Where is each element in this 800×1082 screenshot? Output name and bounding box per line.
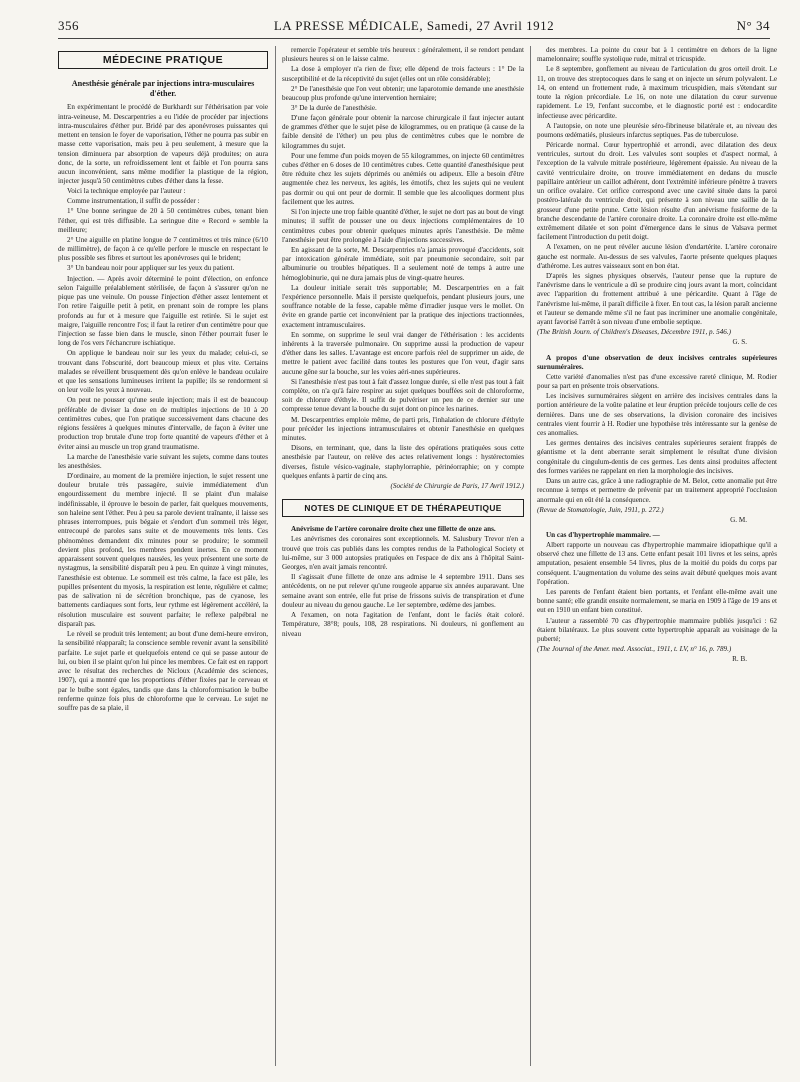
article-title: Anesthésie générale par injections intra-musculaires d'éther. — [71, 79, 255, 99]
paragraph: En somme, on supprime le seul vrai danger de l'éthérisation : les accidents inhérents à la traversée pulmonaire. On supprime aussi la production de vapeur d'éther dans les salles. L'avantage est encore parfois réel de supprimer un aide, de mettre le patient avec facilité dans toutes les postures que l'on veut, d'agir sans aucune gêne sur la bouche, sur les voies aéri-nnes supérieures. — [282, 330, 524, 376]
paragraph: D'une façon générale pour obtenir la narcose chirurgicale il faut injecter autant de grammes d'éther que le sujet pèse de kilogrammes, ou en pratique (à cause de la faible densité de l'éther) un peu plus de centimètres cubes que le nombre de kilogrammes du sujet. — [282, 113, 524, 150]
paragraph: La marche de l'anesthésie varie suivant les sujets, comme dans toutes les anesthésies. — [58, 452, 268, 470]
article-body-continued — [537, 46, 777, 327]
column-1 — [58, 46, 268, 1066]
paragraph: Les parents de l'enfant étaient bien portants, et l'enfant elle-même avait une bonne santé; elle grandit ensuite normalement, se maria en 1909 à l'âge de 19 ans et eut en 1910 un enfant bien constitué. — [537, 587, 777, 615]
section-heading: MÉDECINE PRATIQUE — [58, 51, 268, 69]
paragraph: Si l'anesthésie n'est pas tout à fait d'assez longue durée, si elle n'est pas tout à fait complète, on n'a qu'à faire respirer au sujet quelques bouffées soit de chloroforme, soit de chlorure d'éthyle. Il suffit de pulvériser un peu de ce dernier sur une compresse tenue devant la bouche du sujet dont on pince les narines. — [282, 377, 524, 414]
paragraph: des membres. La pointe du cœur bat à 1 centimètre en dehors de la ligne mamelonnaire; souffle systolique rude, mitral et tricuspide. — [537, 46, 777, 64]
paragraph: Albert rapporte un nouveau cas d'hypertrophie mammaire idiopathique qu'il a observé chez une fillette de 13 ans. Cette enfant pesait 101 livres et les seins, après amputation, pesaient ensemble 54 livres, plus de la moitié du poids du corps par conséquent. L'augmentation du volume des seins avait débuté quelques mois avant l'opération. — [537, 540, 777, 586]
column-2 — [282, 46, 524, 1066]
notes-article-body — [282, 535, 524, 638]
paragraph: 2° Une aiguille en platine longue de 7 centimètres et très mince (6/10 de millimètre), de façon à ce qu'elle perfore le muscle en respectant le plus possible ses fibres et surtout les aponévroses qui le brident; — [58, 235, 268, 263]
paragraph: On applique le bandeau noir sur les yeux du malade; celui-ci, se trouvant dans l'obscurité, dort beaucoup mieux et plus vite. Certains malades se réveillent brusquement dès qu'on enlève le bandeau oculaire et que les sensations lumineuses irritent la pupille; ils se rendorment si on leur voile les yeux à nouveau. — [58, 349, 268, 395]
header-rule — [58, 38, 770, 39]
column-divider — [275, 46, 276, 1066]
paragraph: Le 8 septembre, gonflement au niveau de l'articulation du gros orteil droit. Le 11, on trouve des streptocoques dans le sang et on injecte un sérum polyvalent. Le 14, on entend un frottement rude, à maximum tricuspidien, mais s'étendant sur toute la région précordiale. Le 16, on note une dilatation du cœur survenue rapidement. Le 19, l'enfant succombe, et le diagnostic porté est : endocardite infectieuse avec péricardite. — [537, 65, 777, 120]
issue-number: N° 34 — [736, 18, 770, 33]
paragraph: Les anévrismes des coronaires sont exceptionnels. M. Salusbury Trevor n'en a trouvé que trois cas publiés dans les comptes rendus de la Pathological Society et lui-même, sur 3 000 autopsies pratiquées en l'espace de dix ans à l'hôpital Saint-Georges, n'en avait jamais rencontré. — [282, 535, 524, 572]
paragraph: Voici la technique employée par l'auteur : — [67, 187, 186, 196]
notes-article-title: Anévrisme de l'artère coronaire droite chez une fillette de onze ans. — [291, 525, 496, 534]
paragraph: Dans un autre cas, grâce à une radiographie de M. Belot, cette anomalie put être reconnue à temps et permettre de prévenir par un traitement approprié l'occlusion anormale qui en eût été la conséquence. — [537, 477, 777, 504]
author-initials: G. S. — [732, 338, 747, 347]
paragraph: D'ordinaire, au moment de la première injection, le sujet ressent une douleur brutale très passagère, suivie immédiatement d'un engourdissement du membre injecté. Il se plaint d'un malaise indéfinissable, il éprouve le besoin de parler, fait quelques mouvements, son haleine sent l'éther. Peu à peu sa parole devient traînante, il laisse ses phrases interrompues, puis bégaie et s'endort d'un sommeil très léger, entrecoupé de paroles sans suite et de mouvements très lents. Ces phénomènes demandent dix minutes pour se produire; le sommeil devient plus profond, les membres pendent inertes. En ce moment apparaissent souvent quelques nausées, les yeux présentent une sorte de nystagmus, la sensibilité disparaît peu à peu. En quinze à vingt minutes, l'anesthésie est obtenue. Le sommeil est très calme, la face est pâle, les pupilles présentent du myosis, la respiration est lente, régulière et calme; pas de salivation ni de sécrétion bronchique, pas de cyanose, les battements cardiaques sont forts, leur rythme est légèrement accéléré, la résolution musculaire est souvent parfaite; le reflexe palpébral ne disparaît pas. — [58, 471, 268, 628]
source-citation: (Société de Chirurgie de Paris, 17 Avril 1912.) — [390, 481, 524, 490]
page-number: 356 — [58, 18, 79, 33]
paragraph: Le réveil se produit très lentement; au bout d'une demi-heure environ, la sensibilité réapparaît; la conscience semble revenir avant la sensibilité parfaite. Le sujet parle et quelquefois entend ce qui se passe autour de lui, ou bien il se plaint qu'on lui pince les membres. Ce fait est en rapport avec le résultat des recherches de Nicloux (Académie des sciences, 1907), qui a montré que les proportions d'éther fixées par le cerveau et par le bulbe sont égales, tandis que dans la chloroformisation le bulbe renferme quinze fois plus de chloroforme que le cerveau. Le sujet ne souffre pas de sa plaie, il — [58, 630, 268, 713]
paragraph: 3° De la durée de l'anesthésie. — [291, 103, 377, 112]
paragraph: Injection. — Après avoir déterminé le point d'élection, on enfonce selon l'aiguille préalablement stérilisée, de façon à s'assurer qu'on ne pique pas une veinule. On pousse l'injection d'éther assez lentement et l'on retire l'aiguille petit à petit, en prenant soin de rompre les plans profonds au fur et à mesure que l'aiguille est retirée. Si le sujet est maigre, l'aiguille rencontre l'os; il faut la retirer d'un centimètre pour que l'injection se fasse bien dans le muscle, sinon l'éther pourrait fuser le long de l'os vers l'échancrure ischiatique. — [58, 274, 268, 348]
notes-section-heading: NOTES DE CLINIQUE ET DE THÉRAPEUTIQUE — [282, 499, 524, 517]
author-initials: R. B. — [732, 655, 747, 664]
page-header — [58, 18, 770, 38]
source-citation: (The British Journ. of Children's Diseases, Décembre 1911, p. 546.) — [537, 328, 732, 337]
paragraph: La dose à employer n'a rien de fixe; elle dépend de trois facteurs : 1° De la susceptibilité et de la réceptivité du sujet (elles ont un rôle considérable); — [282, 65, 524, 83]
paragraph: Disons, en terminant, que, dans la liste des opérations pratiquées sous cette anesthésie par l'auteur, on relève des actes relativement longs : hystérectomies diverses, fistule vésico-vaginale, staphylorraphie, périnéorraphie; on y compte quelques enfants à partir de cinq ans. — [282, 444, 524, 480]
paragraph: M. Descarpentries emploie même, de parti pris, l'inhalation de chlorure d'éthyle pour précéder les injections intramusculaires et obtenir l'anesthésie en quelques minutes. — [282, 415, 524, 443]
paragraph: On peut ne pousser qu'une seule injection; mais il est de beaucoup préférable de diviser la dose en de multiples injections de 10 à 20 centimètres cubes, que l'on pratique successivement dans chacune des régions fessières à quelques minutes d'intervalle, de façon à éviter une production trop brutale d'une trop forte quantité de vapeurs d'éther et à éviter ainsi au muscle un trop grand traumatisme. — [58, 396, 268, 451]
paragraph: En expérimentant le procédé de Burkhardt sur l'éthérisation par voie intra-veineuse, M. Descarpentries a eu l'idée de procéder par injections intra-musculaires d'éther pur. Bridé par des aponévroses puissantes qui mettent en tension le foyer de vaporisation, l'éther ne pourra pas subir en masse cette vaporisation, mais peu à peu seulement, à mesure que la tension diminuera par absorption de vapeurs déjà produites; on aura donc, de la sorte, un refroidissement lent et faible et l'on pourra sans aucun inconvénient, sans même modifier la plastique de la région, injecter jusqu'à 50 centimètres cubes d'éther dans la fesse. — [58, 103, 268, 186]
paragraph: 1° Une bonne seringue de 20 à 50 centimètres cubes, tenant bien l'éther, qui est très diffusible. La seringue dite « Record » semble la meilleure; — [58, 207, 268, 234]
paragraph: Cette variété d'anomalies n'est pas d'une excessive rareté clinique, M. Rodier pour sa part en présente trois observations. — [537, 372, 777, 391]
paragraph: Les germes dentaires des incisives centrales supérieures seraient frappés de géantisme et la dent aberrante serait simplement le résultat d'une division congénitale du cingulum-dentis de ces germes. Les dents ainsi produites affectent des formes variées ne rappelant en rien la morphologie des incisives. — [537, 439, 777, 475]
paragraph: Péricarde normal. Cœur hypertrophié et arrondi, avec dilatation des deux ventricules, surtout du droit. Les valvules sont souples et d'aspect normal, à l'exception de la valvule mitrale postérieure, légèrement épaissie. Au niveau de la cavité ventriculaire droite, on trouve immédiatement en dedans du muscle papillaire antérieur un caillot adhérent, dont l'extrémité inférieure pénètre à travers un orifice ovalaire. Cet orifice correspond avec une cavité située dans la paroi postéro-latérale du ventricule droit, qui présente à son niveau une saillie de la grosseur d'une petite prune. Cette lésion résulte d'un anévrisme fusiforme de la branche descendante de l'artère coronaire droite. La coronaire droite est elle-même extrêmement dilatée et son point d'émergence dans le sinus de Valsava permet facilement l'introduction du petit doigt. — [537, 140, 777, 242]
paragraph: A l'examen, on ne peut révéler aucune lésion d'endartérite. L'artère coronaire gauche est normale. Au-dessus de ses valvules, l'aorte présente quelques plaques d'athérome. Les autres vaisseaux sont en bon état. — [537, 243, 777, 270]
article-title: A propos d'une observation de deux incisives centrales supérieures surnuméraires. — [537, 353, 777, 371]
article-body — [537, 373, 777, 505]
paragraph: L'auteur a rassemblé 70 cas d'hypertrophie mammaire publiés jusqu'ici : 62 étaient bilatéraux. Le plus souvent cette hypertrophie apparaît au voisinage de la puberté; — [537, 616, 777, 643]
paragraph: A l'examen, on nota l'agitation de l'enfant, dont le faciès était coloré. Température, 38°8; pouls, 108, 28 respirations. Ni douleurs, ni gonflement au niveau — [282, 611, 524, 638]
paragraph: 2° De l'anesthésie que l'on veut obtenir; une laparotomie demande une anesthésie beaucoup plus profonde qu'une intervention herniaire; — [282, 84, 524, 102]
paragraph: Comme instrumentation, il suffit de posséder : — [67, 197, 200, 206]
paragraph: D'après les signes physiques observés, l'auteur pense que la rupture de l'anévrisme dans le ventricule a dû se produire cinq jours avant la mort, coïncidant avec l'apparition du frottement attribué à une péricardite. Quant à l'âge de l'anévrisme lui-même, il paraît difficile à fixer. En tout cas, la lésion paraît ancienne et l'auteur se demande même s'il ne faut pas incriminer une anomalie congénitale, ayant favorisé l'arrêt à son niveau d'une embolie septique. — [537, 271, 777, 327]
article-body-continued — [282, 46, 524, 481]
article-body — [537, 541, 777, 644]
paragraph: Pour une femme d'un poids moyen de 55 kilogrammes, on injecte 60 centimètres cubes d'éther en 6 doses de 10 centimètres cubes. Cette quantité d'anesthésique peut être réduite chez les sujets déprimés ou anémiés ou adipeux. Elle a besoin d'être augmentée chez les nerveux, les agités, les émotifs, chez les sujets qui ne veulent pas dormir ou qui ont peur de dormir. Il semble que les alcooliques dorment plus facilement que les autres. — [282, 151, 524, 206]
article-body — [58, 103, 268, 713]
paragraph: Les incisives surnuméraires siègent en arrière des incisives centrales dans la portion antérieure de la voûte palatine et leur éruption précède toujours celle de ces dernières. Dans une de ses observations, la division coronaire des incisives centrales vient fourrir à H. Rodier une hypothèse très intéressante sur la genèse de ces anomalies. — [537, 392, 777, 438]
paragraph: Il s'agissait d'une fillette de onze ans admise le 4 septembre 1911. Dans ses antécédents, on ne put relever qu'une rougeole apparue six années auparavant. Une semaine avant son entrée, elle fut prise de frissons suivis de transpiration et d'une douleur au niveau du genou gauche. Le 1er septembre, œdème des jambes. — [282, 573, 524, 609]
article-title: Un cas d'hypertrophie mammaire. — — [546, 530, 660, 539]
paragraph: Si l'on injecte une trop faible quantité d'éther, le sujet ne dort pas au bout de vingt minutes; il suffit de pousser une ou deux injections complémentaires de 10 centimètres cubes pour obtenir quelques minutes après l'anesthésie. De même l'anesthésie peut être prolongée à l'aide d'injections successives. — [282, 208, 524, 244]
paragraph: 3° Un bandeau noir pour appliquer sur les yeux du patient. — [67, 264, 235, 273]
paragraph: remercie l'opérateur et semble très heureux : généralement, il se rendort pendant plusieurs heures si on le laisse calme. — [282, 46, 524, 64]
paragraph: La douleur initiale serait très supportable; M. Descarpentries en a fait l'expérience personnelle. Mais il persiste quelquefois, pendant plusieurs jours, une souffrance notable de la fesse, capable même d'irradier jusque vers le mollet. On évite en grande partie cet inconvénient par la pratique des injections tractionnées, exactement intramusculaires. — [282, 283, 524, 329]
source-citation: (The Journal of the Amer. med. Associat., 1911, t. LV, n° 16, p. 789.) — [537, 645, 732, 654]
author-initials: G. M. — [730, 515, 747, 524]
column-divider — [530, 46, 531, 1066]
paragraph: A l'autopsie, on note une pleurésie séro-fibrineuse bilatérale et, au niveau des poumons œdématiés, plusieurs infarctus septiques. Pas de tuberculose. — [537, 121, 777, 139]
source-citation: (Revue de Stomatologie, Juin, 1911, p. 272.) — [537, 505, 664, 514]
column-3 — [537, 46, 777, 1066]
journal-title: LA PRESSE MÉDICALE, Samedi, 27 Avril 1912 — [273, 18, 555, 33]
paragraph: En agissant de la sorte, M. Descarpentries n'a jamais provoqué d'accidents, soit par intoxication générale immédiate, soit par pneumonie secondaire, soit par albuminurie ou troubles hépatiques. Il a seulement noté de temps à autre une hémoglobinurie, qui ne dura jamais plus de vingt-quatre heures. — [282, 245, 524, 282]
